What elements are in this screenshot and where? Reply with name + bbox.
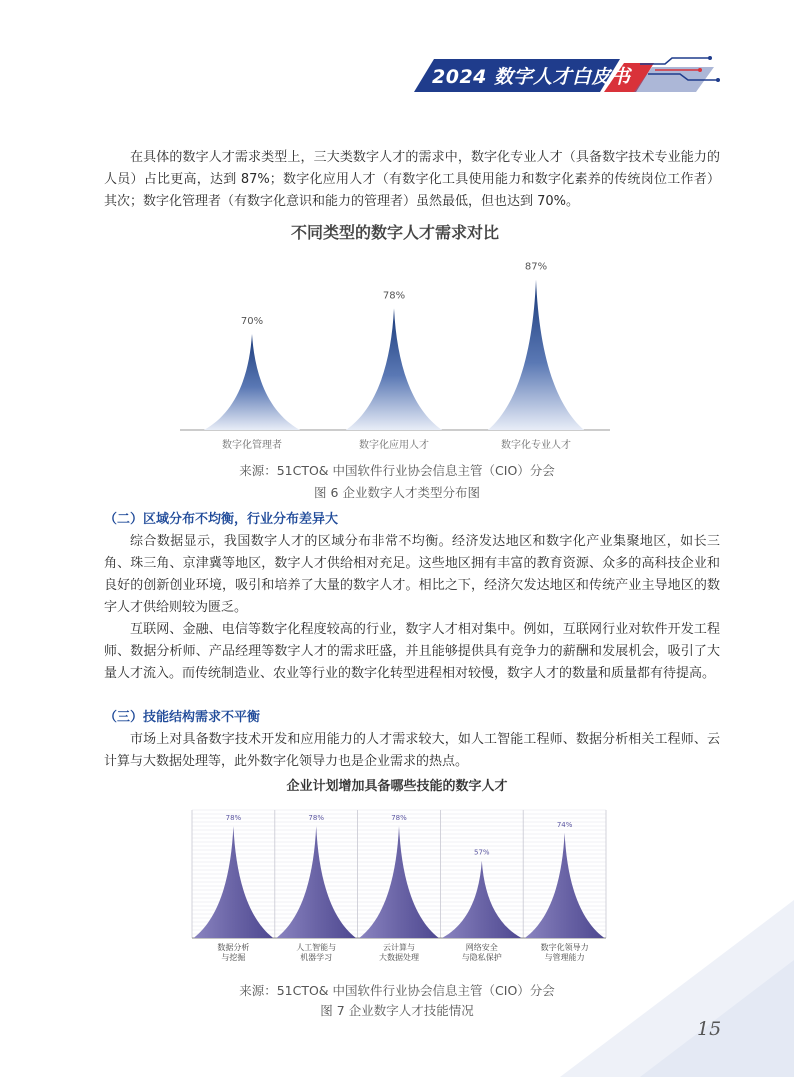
chart-title: 不同类型的数字人才需求对比 [290, 223, 500, 242]
figure6-source: 来源：51CTO& 中国软件行业协会信息主管（CIO）分会 [239, 463, 555, 478]
paragraph-regional: 综合数据显示，我国数字人才的区域分布非常不均衡。经济发达地区和数字化产业集聚地区，如长三角、珠三角、京津冀等地区，数字人才供给相对充足。这些地区拥有丰富的教育资源、众多的高科技企业和良好的创新创业环境，吸引和培养了大量的数字人才。相比之下，经济欠发达地区和传统产业主导地区的数字人才供给则较为匮乏。 [104, 534, 720, 615]
category-label-1: 人工智能与机器学习 [296, 943, 337, 962]
data-label-0: 78% [225, 814, 242, 823]
paragraph-industry: 互联网、金融、电信等数字化程度较高的行业，数字人才相对集中。例如，互联网行业对软件开发工程师、数据分析师、产品经理等数字人才的需求旺盛，并且能够提供具有竞争力的薪酬和发展机会，吸引了大量人才流入。而传统制造业、农业等行业的数字化转型进程相对较慢，数字人才的数量和质量都有待提高。 [104, 622, 720, 681]
chart-title: 企业计划增加具备哪些技能的数字人才 [286, 779, 508, 794]
page-number: 15 [697, 1018, 722, 1040]
figure7-source: 来源：51CTO& 中国软件行业协会信息主管（CIO）分会 [239, 983, 555, 998]
category-label-4: 数字化领导力与管理能力 [540, 943, 589, 962]
category-label-1: 数字化应用人才 [359, 440, 429, 451]
chart-skill-demand [180, 770, 615, 970]
category-label-0: 数字化管理者 [222, 440, 282, 451]
category-label-3: 网络安全与隐私保护 [461, 943, 502, 962]
section-heading-regional: （二）区域分布不均衡，行业分布差异大 [104, 512, 339, 527]
paragraph-skills: 市场上对具备数字技术开发和应用能力的人才需求较大，如人工智能工程师、数据分析相关工程师、云计算与大数据处理等，此外数字化领导力也是企业需求的热点。 [104, 732, 720, 769]
data-label-1: 78% [308, 814, 324, 823]
figure7-caption: 图 7 企业数字人才技能情况 [320, 1003, 474, 1018]
data-label-0: 70% [240, 316, 264, 327]
section-heading-skills: （三）技能结构需求不平衡 [104, 710, 261, 725]
bar-spike-1 [346, 308, 442, 430]
bar-spike-2 [488, 280, 584, 430]
bar-spike-0 [204, 334, 300, 430]
data-label-2: 78% [391, 814, 407, 823]
data-label-3: 57% [474, 848, 490, 857]
circuit-icon [610, 52, 725, 92]
figure6-caption: 图 6 企业数字人才类型分布图 [314, 485, 480, 500]
data-label-1: 78% [382, 290, 406, 302]
category-label-2: 数字化专业人才 [501, 440, 571, 451]
data-label-2: 87% [524, 261, 548, 273]
data-label-4: 74% [556, 820, 573, 829]
chart-talent-type-demand [180, 218, 610, 458]
category-label-2: 云计算与大数据处理 [379, 943, 419, 962]
header-title: 2024 数字人才白皮书 [432, 66, 631, 88]
bar-spike-3 [442, 861, 521, 938]
category-label-0: 数据分析与挖掘 [217, 943, 250, 962]
paragraph-demand-types: 在具体的数字人才需求类型上，三大类数字人才的需求中，数字化专业人才（具备数字技术专业能力的人员）占比更高，达到 87%；数字化应用人才（有数字化工具使用能力和数字化素养的传统岗位工作者）其次；数字化管理者（有数字化意识和能力的管理者）虽然最低，但也达到 70%。 [104, 150, 720, 209]
